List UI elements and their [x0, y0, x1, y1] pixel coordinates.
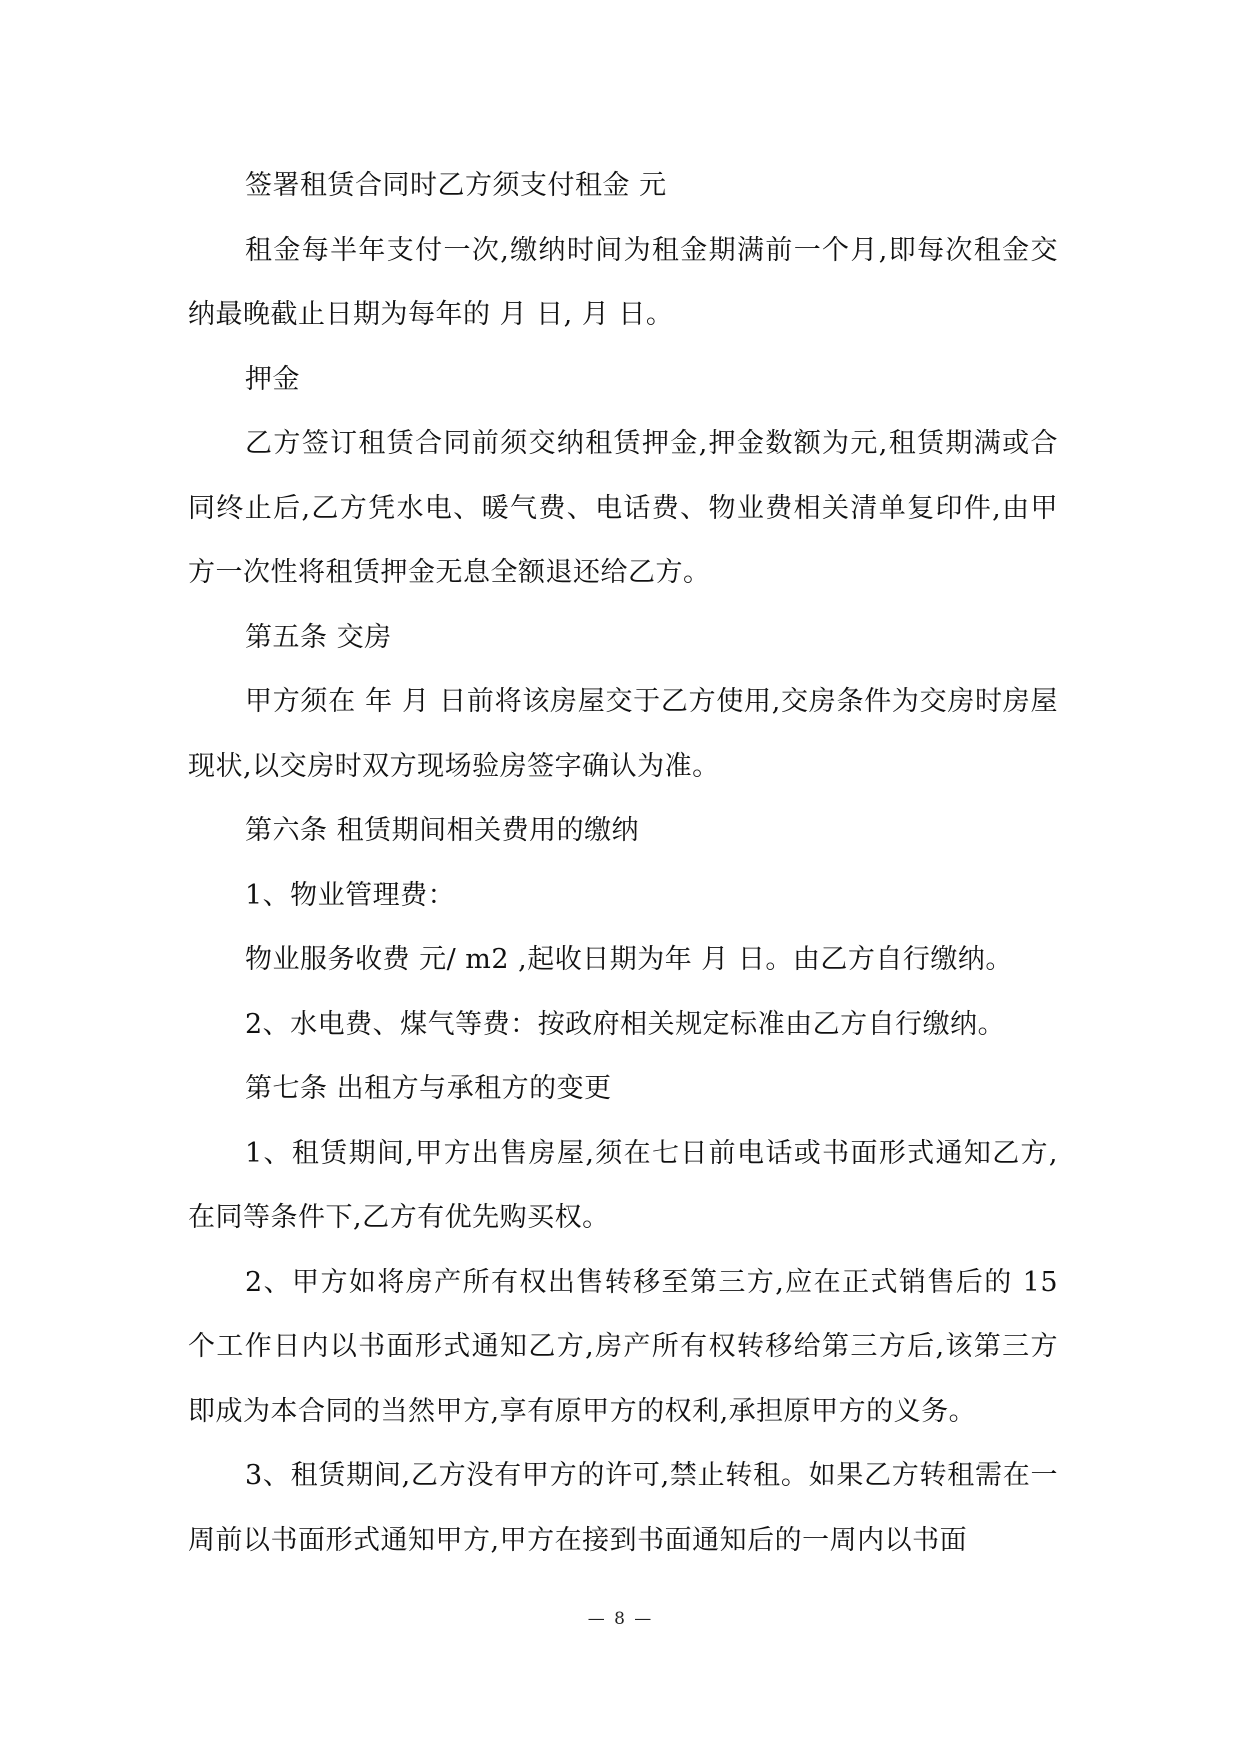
paragraph-deposit-heading: 押金	[245, 363, 300, 395]
section-heading-article-5: 第五条 交房	[245, 621, 392, 653]
paragraph-rent-payment-schedule: 租金每半年支付一次,缴纳时间为租金期满前一个月,即每次租金交纳最晚截止日期为每年的 月 日, 月 日。	[188, 234, 1058, 330]
paragraph-property-fee-terms: 物业服务收费 元/ m2 ,起收日期为年 月 日。由乙方自行缴纳。	[245, 944, 1013, 975]
page-number: — 8 —	[587, 1609, 654, 1629]
list-item-ownership-transfer: 2、甲方如将房产所有权出售转移至第三方,应在正式销售后的 15 个工作日内以书面形式通知乙方,房产所有权转移给第三方后,该第三方即成为本合同的当然甲方,享有原甲方的权利,承担原甲方的义务。	[188, 1266, 1058, 1427]
list-item-sublease: 3、租赁期间,乙方没有甲方的许可,禁止转租。如果乙方转租需在一周前以书面形式通知甲方,甲方在接到书面通知后的一周内以书面	[188, 1460, 1058, 1556]
paragraph-rent-on-signing: 签署租赁合同时乙方须支付租金 元	[245, 170, 667, 201]
paragraph-handover-terms: 甲方须在 年 月 日前将该房屋交于乙方使用,交房条件为交房时房屋现状,以交房时双方现场验房签字确认为准。	[188, 686, 1058, 782]
list-item-utilities: 2、水电费、煤气等费：按政府相关规定标准由乙方自行缴纳。	[245, 1008, 1006, 1040]
list-item-property-fee: 1、物业管理费：	[245, 879, 456, 911]
paragraph-deposit-terms: 乙方签订租赁合同前须交纳租赁押金,押金数额为元,租赁期满或合同终止后,乙方凭水电、暖气费、电话费、物业费相关清单复印件,由甲方一次性将租赁押金无息全额退还给乙方。	[188, 428, 1058, 588]
list-item-sale-notice: 1、租赁期间,甲方出售房屋,须在七日前电话或书面形式通知乙方,在同等条件下,乙方有优先购买权。	[188, 1137, 1058, 1233]
section-heading-article-7: 第七条 出租方与承租方的变更	[245, 1073, 612, 1104]
document-body	[188, 154, 1058, 1573]
section-heading-article-6: 第六条 租赁期间相关费用的缴纳	[245, 815, 640, 846]
